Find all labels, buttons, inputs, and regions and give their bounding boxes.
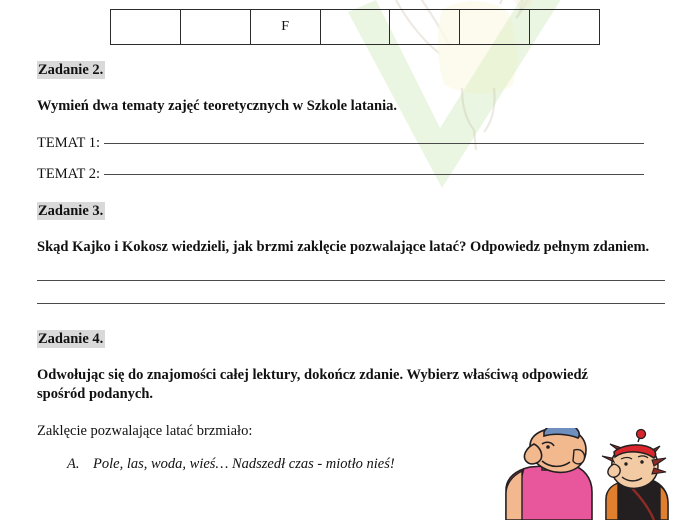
table-cell-1[interactable] — [111, 10, 181, 45]
field-temat-2-label: TEMAT 2: — [37, 166, 100, 183]
table-cell-3[interactable]: F — [250, 10, 320, 45]
option-a[interactable] — [37, 455, 665, 474]
task-heading-label: Zadanie 2. — [38, 62, 104, 78]
task-heading-label: Zadanie 3. — [38, 203, 104, 220]
task-prompt-zadanie-3: Skąd Kajko i Kokosz wiedzieli, jak brzmi zaklęcie pozwalające latać? Odpowiedz pełnym zdaniem. — [37, 239, 650, 256]
task-heading-zadanie-2 — [37, 61, 665, 79]
task-stem-zadanie-4: Zaklęcie pozwalające latać brzmiało: — [37, 423, 253, 440]
task-heading-label: Zadanie 4. — [38, 330, 104, 347]
field-temat-1-label: TEMAT 1: — [37, 135, 100, 152]
field-temat-1 — [37, 134, 665, 153]
table-row — [111, 10, 600, 45]
table-cell-6[interactable] — [460, 10, 530, 45]
table-cell-2[interactable] — [180, 10, 250, 45]
option-a-letter: A. — [67, 456, 80, 473]
table-cell-5[interactable] — [390, 10, 460, 45]
task-heading-zadanie-3 — [37, 202, 665, 220]
answer-table-wrap — [37, 0, 665, 45]
task-heading-zadanie-4 — [37, 330, 665, 348]
true-false-answer-table[interactable] — [110, 9, 600, 45]
field-temat-2-input[interactable] — [104, 174, 644, 175]
task-prompt-zadanie-2: Wymień dwa tematy zajęć teoretycznych w Szkole latania. — [37, 98, 398, 115]
field-temat-1-input[interactable] — [104, 143, 644, 144]
option-a-text: Pole, las, woda, wieś… Nadszedł czas - miotło nieś! — [93, 456, 395, 473]
table-cell-4[interactable] — [320, 10, 390, 45]
table-cell-7[interactable] — [530, 10, 600, 45]
task-prompt-zadanie-4: Odwołując się do znajomości całej lektury, dokończ zdanie. Wybierz właściwą odpowiedź spośród podanych. — [37, 366, 588, 402]
field-temat-2 — [37, 165, 665, 184]
